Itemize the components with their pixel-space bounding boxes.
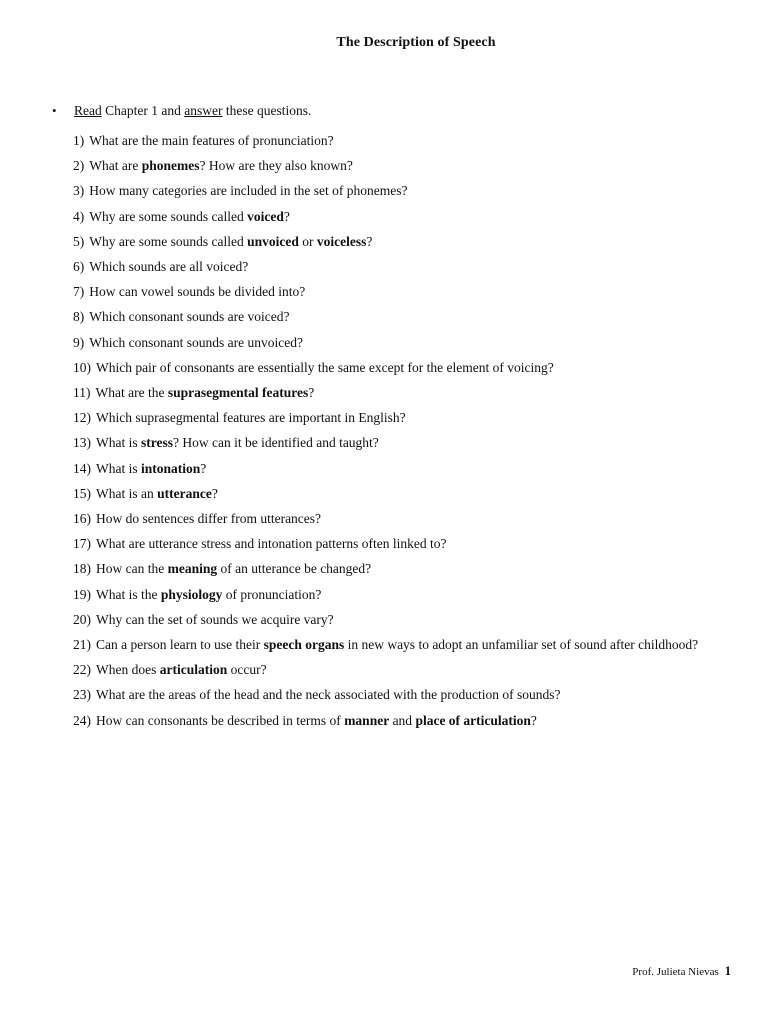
question-number: 6)	[73, 259, 85, 275]
question-text	[96, 657, 733, 682]
question-text	[96, 481, 733, 506]
question-key-term: voiceless	[316, 233, 367, 249]
question-text	[89, 128, 733, 153]
question-key-term: voiced	[247, 208, 284, 224]
question-item	[73, 708, 733, 733]
question-key-term: articulation	[159, 662, 228, 678]
page-footer	[632, 964, 731, 979]
question-text-part: Which consonant sounds are unvoiced?	[89, 334, 303, 350]
question-text	[96, 556, 733, 581]
question-number: 22)	[73, 662, 91, 678]
question-item	[73, 380, 733, 405]
question-number: 3)	[73, 183, 85, 199]
question-number: 12)	[73, 410, 91, 426]
instruction-line	[52, 102, 311, 120]
question-text	[96, 380, 734, 405]
question-text	[89, 178, 733, 203]
question-text-part: What is	[96, 435, 141, 451]
question-number: 9)	[73, 334, 85, 350]
question-text-part: How can vowel sounds be divided into?	[89, 284, 306, 300]
question-text-part: What are the	[95, 385, 168, 401]
question-item	[73, 330, 733, 355]
question-text	[89, 204, 733, 229]
question-text	[96, 582, 733, 607]
question-number: 21)	[73, 637, 91, 653]
question-key-term: stress	[141, 435, 173, 451]
question-text-part: and	[389, 712, 416, 728]
question-text-part: Can a person learn to use their	[96, 637, 264, 653]
question-text	[89, 304, 733, 329]
question-text-part: ?	[308, 385, 315, 401]
question-text	[96, 632, 733, 657]
instruction-answer: answer	[184, 103, 223, 118]
question-item	[73, 682, 733, 707]
question-text-part: How can consonants be described in terms of	[96, 712, 345, 728]
question-item	[73, 204, 733, 229]
question-number: 13)	[73, 435, 91, 451]
question-item	[73, 657, 733, 682]
question-text-part: ?	[366, 233, 373, 249]
question-text-part: How do sentences differ from utterances?	[96, 511, 322, 527]
question-item	[73, 607, 733, 632]
question-text	[96, 456, 733, 481]
question-text-part: in new ways to adopt an unfamiliar set of sound after childhood?	[344, 637, 699, 653]
question-number: 17)	[73, 536, 91, 552]
question-key-term: utterance	[157, 485, 212, 501]
question-text-part: What is an	[96, 485, 158, 501]
question-number: 16)	[73, 511, 91, 527]
question-text-part: How many categories are included in the set of phonemes?	[89, 183, 408, 199]
question-number: 20)	[73, 611, 91, 627]
question-text-part: ?	[530, 712, 537, 728]
question-text	[96, 682, 733, 707]
question-number: 11)	[73, 385, 91, 401]
question-key-term: place of articulation	[415, 712, 531, 728]
question-text	[96, 506, 733, 531]
question-key-term: speech organs	[263, 637, 345, 653]
question-text-part: What are the main features of pronunciation?	[89, 133, 334, 148]
question-item	[73, 405, 733, 430]
question-text-part: Which sounds are all voiced?	[89, 259, 249, 275]
question-item	[73, 304, 733, 329]
question-text	[89, 330, 733, 355]
question-text-part: What are	[89, 158, 142, 174]
question-text-part: ?	[283, 208, 290, 224]
question-text	[89, 229, 733, 254]
question-number: 1)	[73, 133, 85, 148]
question-text-part: ? How can it be identified and taught?	[173, 435, 379, 451]
question-text-part: How can the	[96, 561, 168, 577]
question-item	[73, 128, 733, 153]
question-key-term: intonation	[141, 460, 201, 476]
question-text	[89, 153, 733, 178]
question-list	[73, 128, 733, 733]
question-text-part: Which suprasegmental features are important in English?	[96, 410, 406, 426]
question-key-term: suprasegmental features	[167, 385, 309, 401]
question-item	[73, 556, 733, 581]
question-text	[96, 607, 733, 632]
question-item	[73, 531, 733, 556]
question-item	[73, 279, 733, 304]
question-text-part: of an utterance be changed?	[217, 561, 372, 577]
question-text-part: ?	[200, 460, 207, 476]
instruction-middle: Chapter 1 and	[101, 103, 185, 118]
question-text-part: ?	[211, 485, 218, 501]
question-text-part: What are utterance stress and intonation patterns often linked to?	[96, 536, 447, 552]
question-number: 7)	[73, 284, 85, 300]
question-key-term: meaning	[167, 561, 218, 577]
question-item	[73, 430, 733, 455]
question-number: 19)	[73, 586, 91, 602]
question-text	[96, 708, 733, 733]
question-item	[73, 229, 733, 254]
question-number: 14)	[73, 460, 91, 476]
question-text-part: occur?	[227, 662, 267, 678]
question-text-part: Which consonant sounds are voiced?	[89, 309, 290, 325]
question-text-part: of pronunciation?	[222, 586, 322, 602]
question-key-term: unvoiced	[247, 233, 299, 249]
question-key-term: physiology	[160, 586, 223, 602]
question-text-part: or	[298, 233, 317, 249]
question-number: 4)	[73, 208, 85, 224]
question-item	[73, 481, 733, 506]
question-text-part: What is	[96, 460, 141, 476]
question-text-part: What are the areas of the head and the neck associated with the production of sounds?	[96, 687, 561, 703]
question-text-part: Why can the set of sounds we acquire vary?	[96, 611, 334, 627]
question-text-part: When does	[96, 662, 160, 678]
footer-author: Prof. Julieta Nievas	[632, 966, 719, 978]
question-number: 10)	[73, 359, 91, 375]
question-number: 5)	[73, 233, 85, 249]
instruction-read: Read	[74, 103, 102, 118]
question-text	[96, 405, 733, 430]
question-text	[96, 430, 733, 455]
question-text	[89, 254, 733, 279]
question-number: 8)	[73, 309, 85, 325]
question-text	[96, 531, 733, 556]
page-number: 1	[724, 964, 731, 978]
question-number: 2)	[73, 158, 85, 174]
question-item	[73, 632, 733, 657]
question-key-term: phonemes	[141, 158, 200, 174]
question-item	[73, 178, 733, 203]
question-text-part: ? How are they also known?	[199, 158, 353, 174]
question-text-part: Why are some sounds called	[89, 233, 248, 249]
question-text	[89, 279, 733, 304]
question-text-part: What is the	[96, 586, 161, 602]
question-number: 15)	[73, 485, 91, 501]
question-text	[96, 355, 733, 380]
question-item	[73, 355, 733, 380]
question-item	[73, 254, 733, 279]
question-text-part: Which pair of consonants are essentially the same except for the element of voicing?	[96, 359, 554, 375]
instruction-end: these questions.	[222, 103, 312, 118]
question-number: 24)	[73, 712, 91, 728]
question-item	[73, 153, 733, 178]
question-item	[73, 506, 733, 531]
question-key-term: manner	[344, 712, 390, 728]
question-number: 23)	[73, 687, 91, 703]
document-title: The Description of Speech	[336, 35, 496, 50]
bullet-icon: •	[52, 103, 57, 118]
question-text-part: Why are some sounds called	[89, 208, 248, 224]
question-number: 18)	[73, 561, 91, 577]
question-item	[73, 582, 733, 607]
question-item	[73, 456, 733, 481]
